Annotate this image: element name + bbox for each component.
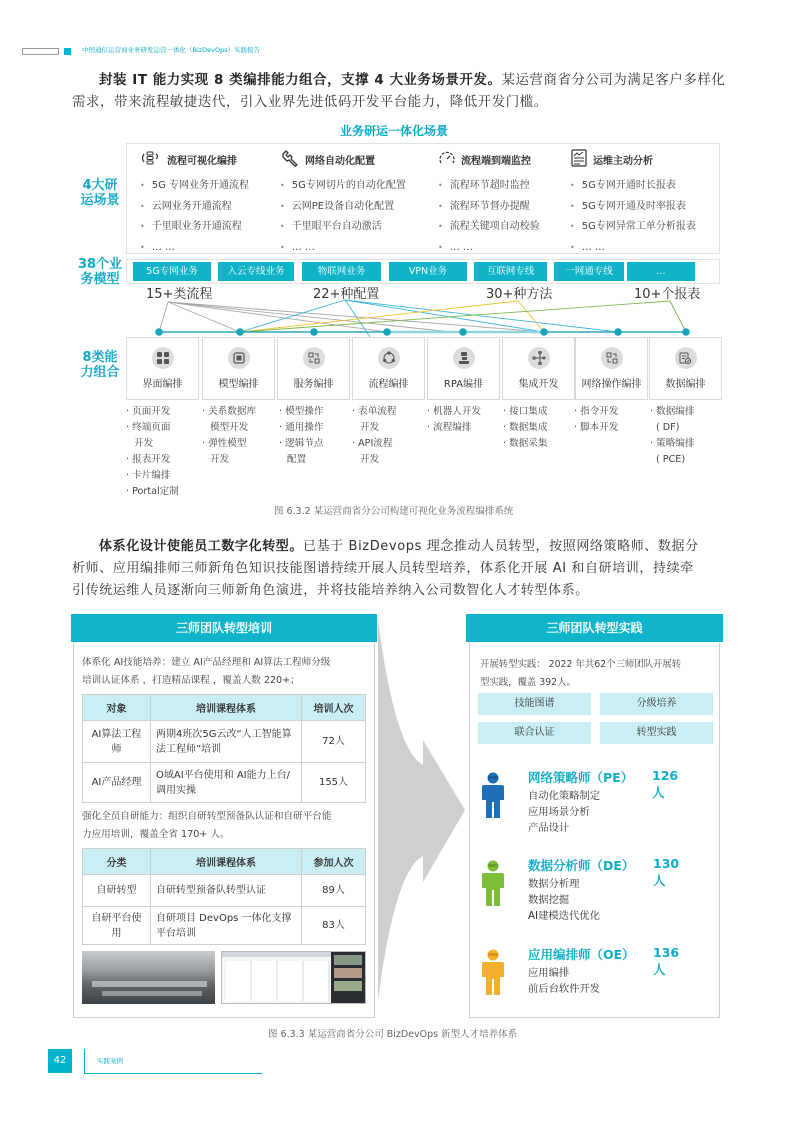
capability-items-network-ops xyxy=(574,404,618,436)
role-count: 126人 xyxy=(652,768,679,800)
role-skills xyxy=(528,876,600,924)
capability-item: 开发 xyxy=(210,454,230,465)
practice-intro xyxy=(480,656,709,692)
scenario-title: 流程端到端监控 xyxy=(461,155,531,167)
capability-item: · 接口集成 xyxy=(503,406,548,417)
capability-item: ( PCE) xyxy=(656,454,686,465)
branch-icon xyxy=(528,347,550,369)
scenario-item: • 千里眼平台自动激活 xyxy=(280,217,430,238)
scenario-item: • 5G专网异常工单分析报表 xyxy=(570,217,720,238)
table-header: 培训课程体系 xyxy=(151,695,302,721)
side-label-line: 38个业 xyxy=(77,257,123,272)
stat-configs: 22+种配置 xyxy=(313,287,380,302)
role-title: 数据分析师（DE） xyxy=(528,858,635,873)
capability-item: · 数据采集 xyxy=(503,438,548,449)
model-tag-vpn: VPN业务 xyxy=(389,262,467,281)
capability-items-data xyxy=(650,404,694,468)
robot-icon xyxy=(453,347,475,369)
transition-arrow-icon xyxy=(375,620,475,1000)
model-tag-yiwangtong: 一网通专线 xyxy=(554,262,624,281)
scenario-item: • 云网PE设备自动化配置 xyxy=(280,197,430,218)
table-row xyxy=(83,721,366,763)
capability-integration-dev xyxy=(502,337,575,400)
capability-items-rpa xyxy=(427,404,481,436)
data-check-icon xyxy=(675,347,697,369)
table-row xyxy=(83,763,366,803)
scenario-item: • 流程环节超时监控 xyxy=(438,176,588,197)
capability-item: · 逻辑节点 xyxy=(279,438,324,449)
capability-item: · 表单流程 xyxy=(352,406,397,417)
capability-items-ui xyxy=(126,404,179,500)
role-count: 136人 xyxy=(653,945,680,977)
training-room-photo xyxy=(82,951,215,1004)
role-skill: 应用场景分析 xyxy=(528,806,590,818)
table-row xyxy=(83,907,366,945)
cycle-icon xyxy=(378,347,400,369)
capability-process-orchestration xyxy=(352,337,425,400)
capability-items-service xyxy=(279,404,323,468)
swap-icon xyxy=(303,347,325,369)
scenario-item: • 5G 专网业务开通流程 xyxy=(140,176,290,197)
capability-item: · 报表开发 xyxy=(126,454,171,465)
intro-bold-lead: 封装 IT 能力实现 8 类编排能力组合，支撑 4 大业务场景开发。 xyxy=(99,73,502,88)
capability-service-orchestration xyxy=(277,337,350,400)
box-icon xyxy=(228,347,250,369)
capability-item: · API流程 xyxy=(352,438,393,449)
role-skill: 应用编排 xyxy=(528,967,570,979)
table-cell: 自研转型预备队转型认证 xyxy=(151,875,302,907)
table-cell: 83人 xyxy=(302,907,366,945)
intro-line: 体系化 AI技能培养：建立 AI产品经理和 AI算法工程师分级 xyxy=(82,657,331,668)
capability-item: ( DF) xyxy=(656,422,680,433)
intro-text-2: 需求，带来流程敏捷迭代，引入业界先进低码开发平台能力，降低开发门槛。 xyxy=(72,95,548,110)
side-label-line: 力组合 xyxy=(80,365,120,380)
scenario-title: 网络自动化配置 xyxy=(305,155,375,167)
role-skill: 数据挖掘 xyxy=(528,894,570,906)
training-panel-title: 三师团队转型培训 xyxy=(71,614,377,642)
capability-item: · 页面开发 xyxy=(126,406,171,417)
capability-label: 模型编排 xyxy=(218,379,259,390)
talent-text-1: 已基于 BizDevops 理念推动人员转型，按照网络策略师、数据分 xyxy=(303,539,699,554)
intro-text-1: 某运营商省分公司为满足客户多样化 xyxy=(501,73,726,88)
side-label-line: 运场景 xyxy=(80,193,120,208)
table-header: 培训人次 xyxy=(302,695,366,721)
capability-rpa-orchestration xyxy=(427,337,500,400)
intro-line: 强化全员自研能力：组织自研转型预备队认证和自研平台能 xyxy=(82,811,332,822)
intro-line: 力应用培训，覆盖全省 170+ 人。 xyxy=(82,829,230,840)
stat-processes: 15+类流程 xyxy=(146,287,213,302)
table-header: 对象 xyxy=(83,695,151,721)
capability-label: 网络操作编排 xyxy=(581,379,642,390)
model-tag-iot: 物联网业务 xyxy=(302,262,381,281)
tag-skill-map: 技能图谱 xyxy=(478,693,591,715)
role-skill: 产品设计 xyxy=(528,822,570,834)
scenario-item: • 5G专网开通及时率报表 xyxy=(570,197,720,218)
capability-item: · 脚本开发 xyxy=(574,422,619,433)
capability-item: 开发 xyxy=(360,454,380,465)
table-cell: 自研转型 xyxy=(83,875,151,907)
stat-reports: 10+个报表 xyxy=(634,287,701,302)
table-cell: 自研平台使用 xyxy=(83,907,151,945)
role-skills xyxy=(528,788,600,836)
capability-item: 开发 xyxy=(134,438,154,449)
role-skill: 自动化策略制定 xyxy=(528,790,601,802)
scenario-item: • … … xyxy=(280,238,430,259)
role-count: 130人 xyxy=(653,856,680,888)
scenario-item: • 云网业务开通流程 xyxy=(140,197,290,218)
capability-label: 数据编排 xyxy=(665,379,706,390)
scenario-item: • 5G专网切片的自动化配置 xyxy=(280,176,430,197)
capability-network-ops-orchestration xyxy=(575,337,648,400)
capability-item: · 策略编排 xyxy=(650,438,695,449)
capability-label: 服务编排 xyxy=(293,379,334,390)
side-label-line: 4大研 xyxy=(82,178,118,193)
person-icon xyxy=(480,772,506,818)
table-cell: O域AI平台使用和 AI能力上台/调用实操 xyxy=(151,763,302,803)
training-photos xyxy=(82,951,366,1004)
talent-text-3: 引传统运维人员逐渐向三师新角色演进，并将技能培养纳入公司数智化人才转型体系。 xyxy=(72,583,589,598)
table-row xyxy=(83,875,366,907)
table-cell: 155人 xyxy=(302,763,366,803)
table-cell: 89人 xyxy=(302,875,366,907)
role-skill: AI建模迭代优化 xyxy=(528,910,600,922)
capability-items-model xyxy=(202,404,256,468)
side-label-line: 8类能 xyxy=(82,350,118,365)
model-tag-more: ... xyxy=(627,262,695,281)
scenario-item: • 千里眼业务开通流程 xyxy=(140,217,290,238)
grid-icon xyxy=(152,347,174,369)
capability-items-integration xyxy=(503,404,547,452)
scenario-item: • … … xyxy=(140,238,290,259)
capability-label: 集成开发 xyxy=(518,379,559,390)
capability-ui-orchestration xyxy=(126,337,199,400)
figure2-caption: 图 6.3.3 某运营商省分公司 BizDevOps 新型人才培养体系 xyxy=(268,1029,518,1040)
scenario-title: 运维主动分析 xyxy=(593,155,653,167)
role-skill: 数据分析理 xyxy=(528,878,580,890)
table-header-row xyxy=(83,849,366,875)
figure1-title: 业务研运一体化场景 xyxy=(340,124,449,138)
table-cell: 两期4班次5G云改“人工智能算法工程师”培训 xyxy=(151,721,302,763)
talent-paragraph xyxy=(72,536,732,602)
capability-label: 流程编排 xyxy=(368,379,409,390)
capability-item: · Portal定制 xyxy=(126,486,179,497)
role-title: 网络策略师（PE） xyxy=(528,770,634,785)
tag-joint-cert: 联合认证 xyxy=(478,722,591,744)
talent-text-2: 析师、应用编排师三师新角色知识技能图谱持续开展人员转型培养，体系化开展 AI 和自研培训，持续牵 xyxy=(72,561,694,576)
model-tag-5g-private: 5G专网业务 xyxy=(133,262,211,281)
capability-item: · 卡片编排 xyxy=(126,470,171,481)
table-cell: 72人 xyxy=(302,721,366,763)
scenario-title: 流程可视化编排 xyxy=(167,155,237,167)
capability-label: RPA编排 xyxy=(443,379,484,390)
table-header: 参加人次 xyxy=(302,849,366,875)
talent-bold-lead: 体系化设计使能员工数字化转型。 xyxy=(99,539,304,554)
table-header-row xyxy=(83,695,366,721)
capability-item: 模型开发 xyxy=(210,422,249,433)
intro-line: 型实践，覆盖 392人。 xyxy=(480,677,576,688)
report-title: 中国通信运营商业务研发运营一体化（BizDevOps）实践报告 xyxy=(82,46,261,54)
page-number: 42 xyxy=(48,1049,72,1073)
capability-data-orchestration xyxy=(649,337,722,400)
tag-tiered-training: 分级培养 xyxy=(600,693,713,715)
self-dev-training-intro xyxy=(82,808,366,844)
capability-item: · 机器人开发 xyxy=(427,406,482,417)
capability-item: · 弹性模型 xyxy=(202,438,247,449)
tag-transformation-practice: 转型实践 xyxy=(600,722,713,744)
intro-line: 培训认证体系 ，打造精品课程 ，覆盖人数 220+； xyxy=(82,675,300,686)
person-icon xyxy=(480,860,506,906)
stat-methods: 30+种方法 xyxy=(486,287,553,302)
ai-training-intro xyxy=(82,654,366,690)
capability-label: 界面编排 xyxy=(142,379,183,390)
footer-section-label: 实践案例 xyxy=(84,1049,262,1074)
scenario-item: • … … xyxy=(438,238,588,259)
capability-item: 开发 xyxy=(360,422,380,433)
table-cell: AI算法工程师 xyxy=(83,721,151,763)
scenario-item: • 5G专网开通时长报表 xyxy=(570,176,720,197)
scenario-item: • 流程环节督办提醒 xyxy=(438,197,588,218)
figure1-caption: 图 6.3.2 某运营商省分公司构建可视化业务流程编排系统 xyxy=(274,506,514,517)
ai-training-table xyxy=(82,694,366,803)
training-panel xyxy=(71,614,377,1018)
role-skill: 前后台软件开发 xyxy=(528,983,601,995)
practice-panel-title: 三师团队转型实践 xyxy=(466,614,723,642)
capability-items-process xyxy=(352,404,396,468)
online-meeting-screenshot xyxy=(221,951,366,1004)
capability-item: · 关系数据库 xyxy=(202,406,257,417)
scenario-item: • … … xyxy=(570,238,720,259)
role-title: 应用编排师（OE） xyxy=(528,947,635,962)
person-icon xyxy=(480,949,506,995)
side-label-line: 务模型 xyxy=(80,272,120,287)
capability-item: · 流程编排 xyxy=(427,422,472,433)
capability-item: 配置 xyxy=(287,454,307,465)
table-cell: 自研项目 DevOps 一体化支撑平台培训 xyxy=(151,907,302,945)
scenario-item: • 流程关键项自动校验 xyxy=(438,217,588,238)
table-header: 培训课程体系 xyxy=(151,849,302,875)
capability-item: · 数据集成 xyxy=(503,422,548,433)
capability-item: · 指令开发 xyxy=(574,406,619,417)
capability-item: · 模型操作 xyxy=(279,406,324,417)
swap-icon xyxy=(601,347,623,369)
model-tag-cloud-line: 入云专线业务 xyxy=(218,262,294,281)
training-panel-body xyxy=(73,642,375,1018)
table-cell: AI产品经理 xyxy=(83,763,151,803)
intro-line: 开展转型实践： 2022 年共62个三师团队开展转 xyxy=(480,659,682,670)
capability-item: · 终端页面 xyxy=(126,422,171,433)
self-dev-training-table xyxy=(82,848,366,945)
capability-model-orchestration xyxy=(202,337,275,400)
capability-item: · 数据编排 xyxy=(650,406,695,417)
table-header: 分类 xyxy=(83,849,151,875)
model-tag-internet-line: 互联网专线 xyxy=(474,262,547,281)
role-skills xyxy=(528,965,600,997)
capability-item: · 通用操作 xyxy=(279,422,324,433)
